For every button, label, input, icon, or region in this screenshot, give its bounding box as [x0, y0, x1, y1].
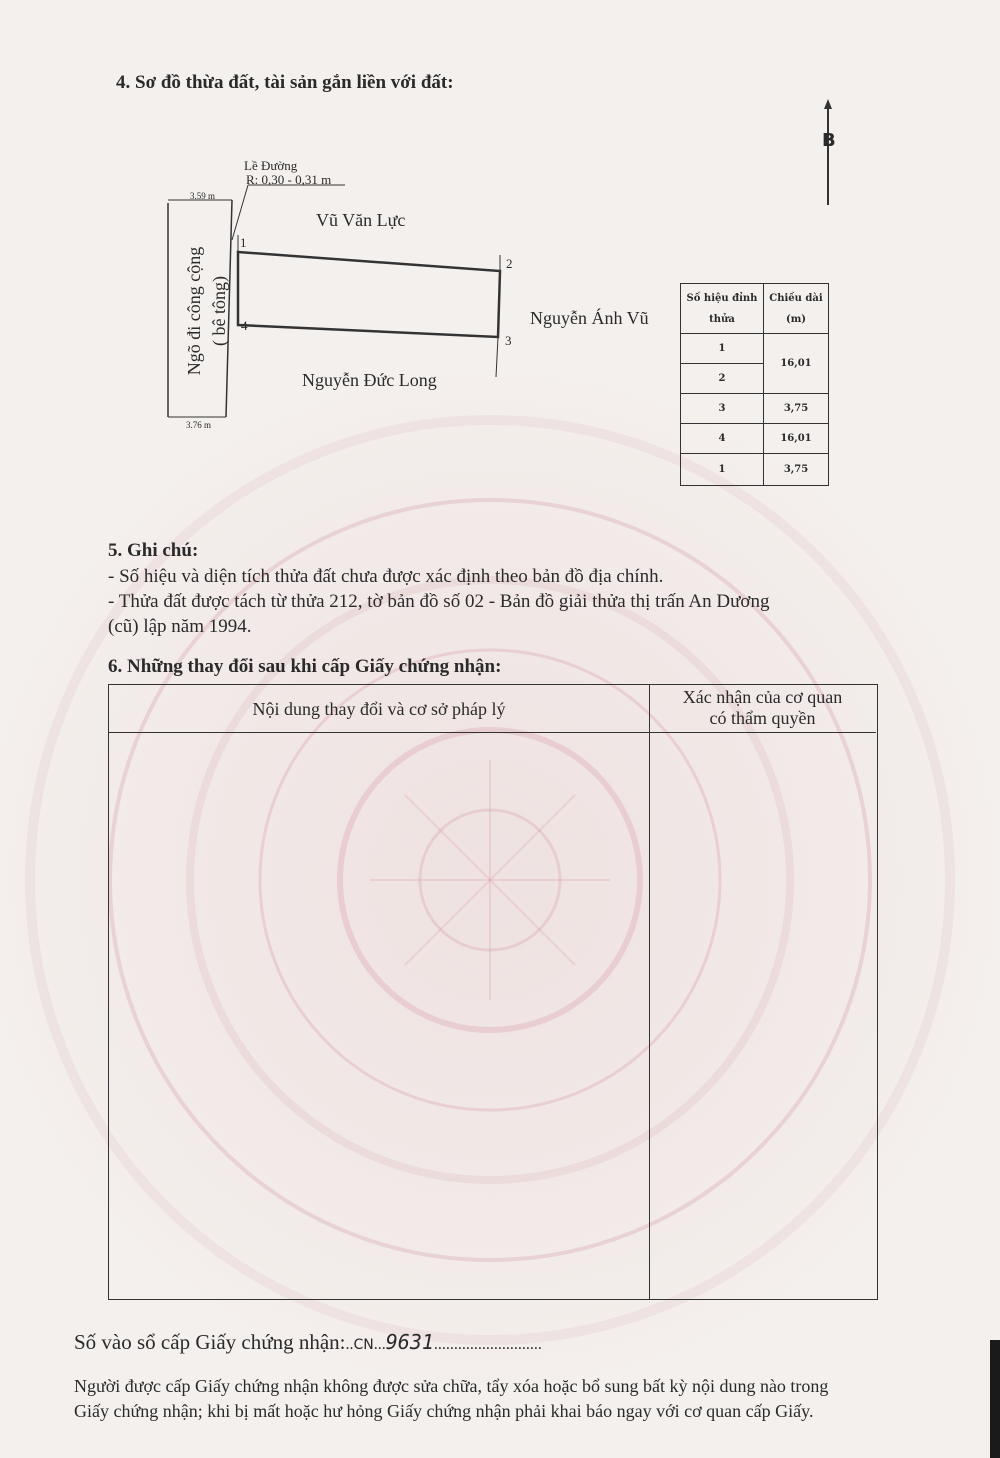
table-row: 2	[681, 364, 764, 394]
register-number-line: Số vào sổ cấp Giấy chứng nhận:..CN...9631...........................	[74, 1330, 542, 1354]
vertex-1-label: 1	[240, 235, 247, 250]
warning-line-1: Người được cấp Giấy chứng nhận không được sửa chữa, tẩy xóa hoặc bổ sung bất kỳ nội dung nào trong	[74, 1376, 829, 1396]
register-number: 9631	[385, 1330, 434, 1354]
table-row: 1	[681, 454, 764, 486]
register-label: Số vào sổ cấp Giấy chứng nhận:	[74, 1330, 346, 1354]
top-width-label: 3.59 m	[190, 191, 216, 201]
table-row: 1	[681, 334, 764, 364]
west-road-label-2: ( bê tông)	[209, 276, 229, 346]
table-row: 4	[681, 424, 764, 454]
changes-col-confirmation: Xác nhận của cơ quan có thẩm quyền	[649, 685, 876, 733]
section-4-title: 4. Sơ đồ thừa đất, tài sản gắn liền với đất:	[116, 72, 454, 93]
table-cell-length: 16,01	[764, 424, 829, 454]
road-edge-label: Lề Đường	[244, 158, 298, 173]
table-header-point: Số hiệu đỉnh thửa	[681, 284, 764, 334]
changes-table	[108, 684, 878, 1300]
note-line-2: - Thửa đất được tách từ thửa 212, tờ bản đồ số 02 - Bản đồ giải thửa thị trấn An Dương	[108, 591, 770, 612]
bottom-width-label: 3.76 m	[186, 420, 212, 430]
west-road-label-1: Ngõ đi công cộng	[184, 246, 204, 376]
section-5-title: 5. Ghi chú:	[108, 540, 199, 561]
road-edge-radius: R: 0,30 - 0,31 m	[246, 172, 332, 187]
column-divider	[649, 685, 650, 1299]
table-row: 3	[681, 394, 764, 424]
table-cell-length: 3,75	[764, 454, 829, 486]
north-arrow-icon	[824, 99, 832, 205]
register-prefix: CN	[353, 1337, 374, 1353]
table-cell-length: 16,01	[764, 334, 829, 394]
warning-line-2: Giấy chứng nhận; khi bị mất hoặc hư hỏng Giấy chứng nhận phải khai báo ngay với cơ quan cấp Giấy.	[74, 1401, 814, 1421]
vertex-2-label: 2	[506, 256, 513, 271]
north-label: B	[822, 130, 836, 151]
note-line-1: - Số hiệu và diện tích thửa đất chưa được xác định theo bản đồ địa chính.	[108, 566, 664, 587]
east-neighbor: Nguyễn Ánh Vũ	[530, 308, 649, 328]
vertex-4-label: 4	[241, 318, 248, 333]
note-line-3: (cũ) lập năm 1994.	[108, 616, 252, 637]
north-neighbor: Vũ Văn Lực	[316, 210, 406, 230]
vertex-length-table	[680, 283, 829, 486]
south-neighbor: Nguyễn Đức Long	[302, 370, 437, 390]
section-6-title: 6. Những thay đổi sau khi cấp Giấy chứng nhận:	[108, 656, 502, 677]
changes-col-content: Nội dung thay đổi và cơ sở pháp lý	[109, 685, 649, 733]
table-cell-length: 3,75	[764, 394, 829, 424]
table-header-length: Chiều dài (m)	[764, 284, 829, 334]
scan-edge	[990, 1340, 1000, 1458]
vertex-3-label: 3	[505, 333, 512, 348]
plot-boundary	[238, 252, 500, 337]
